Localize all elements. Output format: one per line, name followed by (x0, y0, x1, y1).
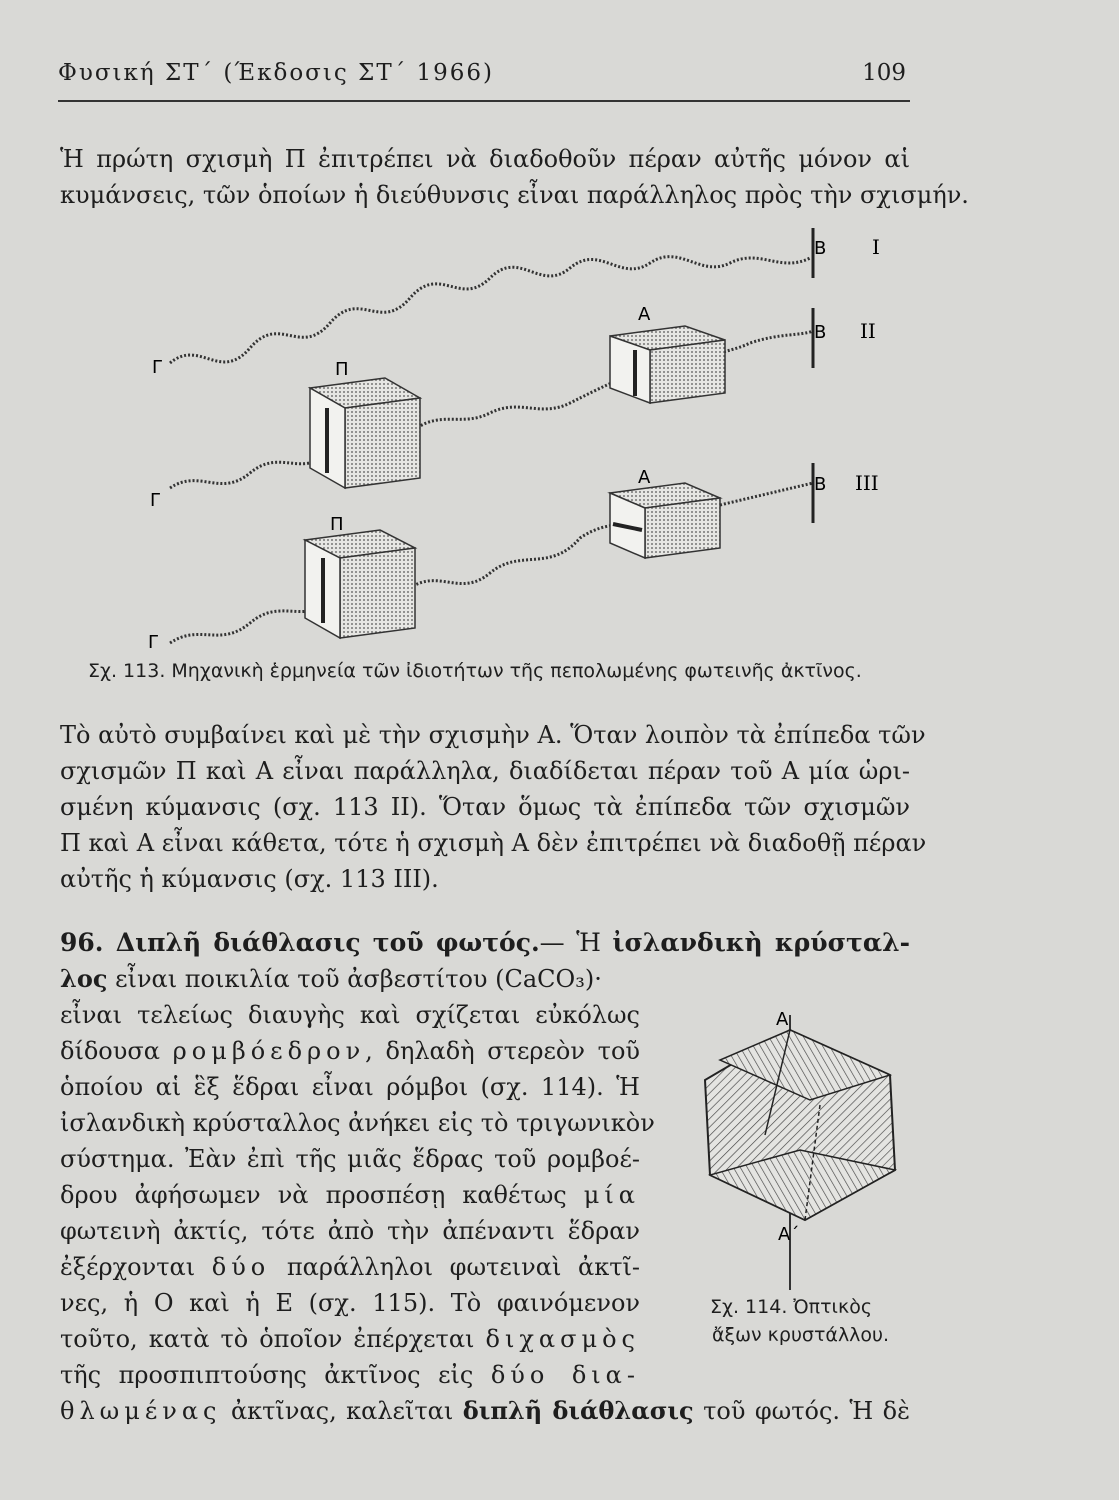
section-96-line-10: ἐξέρχονται δύο παράλληλοι φωτειναὶ ἀκτῖ- (60, 1253, 640, 1281)
figure-114-caption-2: ἄξων κρυστάλλου. (712, 1324, 890, 1346)
label-alpha-row-3: Α (638, 467, 651, 488)
slit-box-pi-row-3 (305, 530, 415, 638)
label-pi-row-2: Π (335, 359, 349, 380)
section-96-line-11: νες, ἡ Ο καὶ ἡ Ε (σχ. 115). Τὸ φαινόμενον (60, 1289, 640, 1317)
section-heading: 96. Διπλῆ διάθλασις τοῦ φωτός. (60, 928, 540, 957)
label-axis-bottom: Α΄ (778, 1224, 800, 1245)
para2-line-5: αὐτῆς ἡ κύμανσις (σχ. 113 III). (60, 865, 439, 893)
label-beta-row-1: Β (814, 238, 827, 259)
intro-line-2: κυμάνσεις, τῶν ὁποίων ἡ διεύθυνσις εἶναι παράλληλος πρὸς τὴν σχισμήν. (60, 181, 969, 209)
label-beta-row-3: Β (814, 474, 827, 495)
label-pi-row-3: Π (330, 514, 344, 535)
label-roman-1: I (872, 235, 880, 259)
section-96-line-1: 96. Διπλῆ διάθλασις τοῦ φωτός.— Ἡ ἰσλανδικὴ κρύσταλ- (60, 928, 911, 957)
section-96-line-9: φωτεινὴ ἀκτίς, τότε ἀπὸ τὴν ἀπέναντι ἕδραν (60, 1217, 640, 1245)
figure-113-caption: Σχ. 113. Μηχανικὴ ἑρμηνεία τῶν ἰδιοτήτων τῆς πεπολωμένης φωτεινῆς ἀκτῖνος. (88, 660, 862, 682)
slit-box-alpha-row-2 (610, 326, 725, 403)
ray-row-3 (720, 483, 813, 505)
para2-line-3: σμένη κύμανσις (σχ. 113 II). Ὅταν ὅμως τὰ ἐπίπεδα τῶν σχισμῶν (60, 793, 910, 821)
intro-line-1: Ἡ πρώτη σχισμὴ Π ἐπιτρέπει νὰ διαδοθοῦν πέραν αὐτῆς μόνον αἱ (60, 145, 910, 173)
header-title: Φυσική ΣΤ΄ (Έκδοσις ΣΤ΄ 1966) (58, 60, 495, 86)
section-96-line-12: τοῦτο, κατὰ τὸ ὁποῖον ἐπέρχεται διχασμὸς (60, 1325, 640, 1353)
figure-114-caption-1: Σχ. 114. Ὀπτικὸς (710, 1296, 872, 1318)
section-96-line-4: δίδουσα ρομβόεδρον, δηλαδὴ στερεὸν τοῦ (60, 1037, 640, 1065)
running-header (58, 60, 910, 102)
label-axis-top: Α (776, 1009, 789, 1030)
section-96-line-2: λος εἶναι ποικιλία τοῦ ἀσβεστίτου (CaCO₃)· (60, 964, 602, 993)
label-roman-3: III (855, 471, 879, 495)
page-number: 109 (862, 60, 906, 86)
para2-line-4: Π καὶ Α εἶναι κάθετα, τότε ἡ σχισμὴ Α δὲν ἐπιτρέπει νὰ διαδοθῇ πέραν (60, 829, 927, 857)
label-alpha-row-2: Α (638, 304, 651, 325)
section-96-line-5: ὁποίου αἱ ἓξ ἕδραι εἶναι ρόμβοι (σχ. 114). Ἡ (60, 1073, 640, 1101)
section-96-line-7: σύστημα. Ἐὰν ἐπὶ τῆς μιᾶς ἕδρας τοῦ ρομβοέ- (60, 1145, 640, 1173)
figure-113-polarization (130, 218, 910, 658)
label-gamma-row-1: Γ (152, 357, 163, 378)
section-96-line-13: τῆς προσπιπτούσης ἀκτῖνος εἰς δύο δια- (60, 1361, 640, 1389)
label-roman-2: II (860, 319, 876, 343)
section-96-line-3: εἶναι τελείως διαυγὴς καὶ σχίζεται εὐκόλως (60, 1001, 640, 1029)
label-beta-row-2: Β (814, 322, 827, 343)
label-gamma-row-3: Γ (148, 632, 159, 653)
figure-114-crystal (690, 985, 920, 1295)
para2-line-1: Τὸ αὐτὸ συμβαίνει καὶ μὲ τὴν σχισμὴν Α. Ὅταν λοιπὸν τὰ ἐπίπεδα τῶν (60, 721, 926, 749)
para2-line-2: σχισμῶν Π καὶ Α εἶναι παράλληλα, διαδίδεται πέραν τοῦ Α μία ὡρι- (60, 757, 910, 785)
slit-box-alpha-row-3 (610, 483, 720, 558)
label-gamma-row-2: Γ (150, 490, 161, 511)
section-96-line-8: δρου ἀφήσωμεν νὰ προσπέσῃ καθέτως μία (60, 1181, 640, 1209)
section-96-line-14: θλωμένας ἀκτῖνας, καλεῖται διπλῆ διάθλασις τοῦ φωτός. Ἡ δὲ (60, 1396, 910, 1425)
section-96-line-6: ἰσλανδικὴ κρύσταλλος ἀνήκει εἰς τὸ τριγωνικὸν (60, 1109, 655, 1137)
slit-box-pi-row-2 (310, 378, 420, 488)
